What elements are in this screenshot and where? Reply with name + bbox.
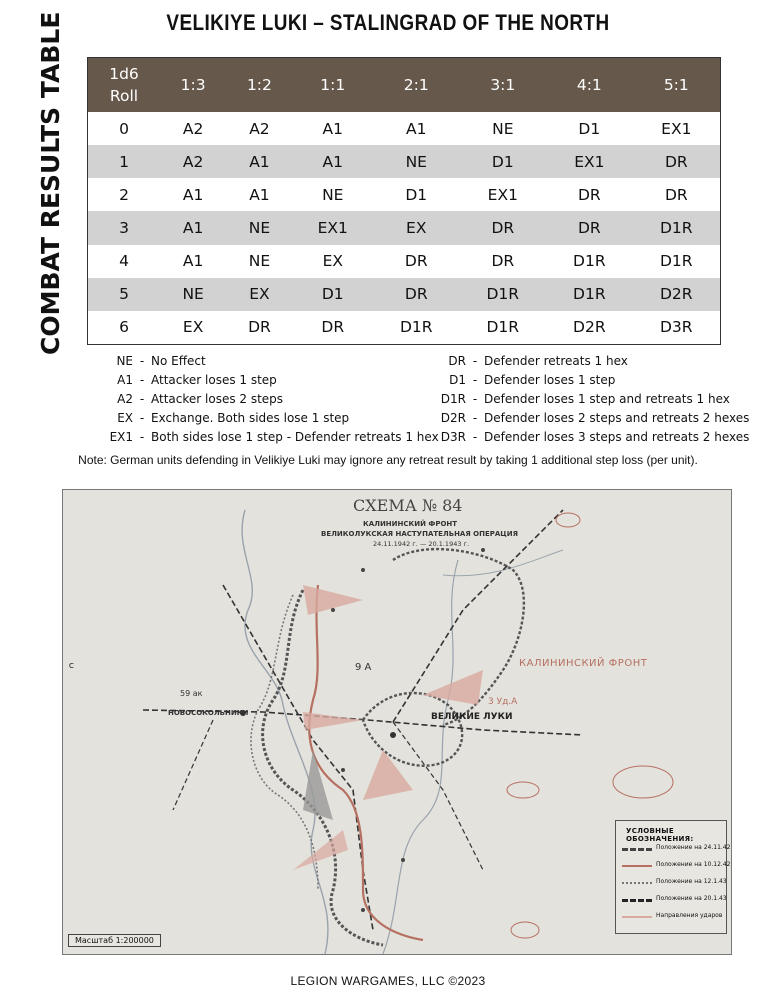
key-line-icon: [622, 865, 652, 867]
table-row: [88, 278, 721, 311]
result-cell: A2: [160, 145, 226, 178]
result-cell: D1R: [460, 311, 547, 345]
result-cell: EX: [293, 245, 373, 278]
river: [242, 510, 328, 954]
legend-code: D3R: [440, 430, 466, 444]
legend-code: NE: [116, 354, 133, 368]
roll-cell: 2: [88, 178, 161, 211]
legend-separator: -: [139, 354, 145, 368]
table-header-row: [88, 58, 721, 113]
unit-ellipse: [507, 782, 539, 798]
result-cell: D1R: [633, 245, 721, 278]
odds-header: 1:2: [226, 58, 292, 113]
odds-header: 1:1: [293, 58, 373, 113]
town-dot: [361, 908, 365, 912]
key-line-icon: [622, 882, 652, 884]
town-dot: [401, 858, 405, 862]
german-attack-arrow: [303, 750, 333, 820]
result-cell: NE: [226, 245, 292, 278]
river: [443, 550, 563, 576]
corps-59-label: 59 ак: [180, 689, 203, 698]
legend-code: D1R: [440, 392, 466, 406]
legend-code: EX1: [109, 430, 133, 444]
attack-arrow: [303, 712, 363, 730]
novosokolniki-label: НОВОСОКОЛЬНИКИ: [168, 709, 249, 717]
odds-header: 2:1: [373, 58, 460, 113]
legend-text: Defender retreats 1 hex: [484, 354, 628, 368]
roll-header-die: 1d6: [109, 65, 139, 83]
roll-header-roll: Roll: [109, 87, 139, 105]
legend-separator: -: [472, 354, 478, 368]
table-row: [88, 178, 721, 211]
result-cell: D1R: [546, 245, 633, 278]
table-row: [88, 211, 721, 244]
result-cell: DR: [460, 245, 547, 278]
result-cell: D1R: [546, 278, 633, 311]
roll-column-header: [88, 58, 161, 113]
result-cell: DR: [293, 311, 373, 345]
result-cell: EX1: [546, 145, 633, 178]
kalinin-front-label: КАЛИНИНСКИЙ ФРОНТ: [519, 658, 648, 669]
table-row: [88, 112, 721, 145]
legend-code: A2: [117, 392, 133, 406]
legend-entry: [85, 409, 439, 428]
result-cell: D3R: [633, 311, 721, 345]
legend-separator: -: [472, 411, 478, 425]
result-cell: EX: [160, 311, 226, 345]
map-key-item: Положение на 20.1.43: [656, 895, 727, 902]
legend-entry: [430, 390, 749, 409]
result-cell: A1: [160, 211, 226, 244]
result-cell: NE: [460, 112, 547, 145]
railway: [223, 585, 373, 930]
result-cell: EX1: [633, 112, 721, 145]
odds-header: 1:3: [160, 58, 226, 113]
table-body: [88, 112, 721, 345]
legend-separator: -: [472, 430, 478, 444]
roll-cell: 4: [88, 245, 161, 278]
legend-entry: [430, 371, 749, 390]
legend-code: DR: [448, 354, 466, 368]
result-cell: NE: [293, 178, 373, 211]
result-cell: NE: [226, 211, 292, 244]
result-cell: EX: [226, 278, 292, 311]
town-dot: [390, 732, 396, 738]
combat-results-table: [87, 57, 721, 345]
velikiye-luki-label: ВЕЛИКИЕ ЛУКИ: [431, 712, 513, 722]
result-cell: D1: [546, 112, 633, 145]
legend-text: Attacker loses 2 steps: [151, 392, 284, 406]
legend-text: Attacker loses 1 step: [151, 373, 277, 387]
roll-cell: 5: [88, 278, 161, 311]
odds-header: 3:1: [460, 58, 547, 113]
result-cell: D1R: [460, 278, 547, 311]
map-key-item: Положение на 24.11.42: [656, 844, 731, 851]
key-line-icon: [622, 899, 652, 902]
result-cell: A2: [226, 112, 292, 145]
result-cell: DR: [226, 311, 292, 345]
footer-copyright: LEGION WARGAMES, LLC ©2023: [290, 974, 486, 988]
odds-header: 4:1: [546, 58, 633, 113]
result-cell: A1: [226, 178, 292, 211]
result-cell: A2: [160, 112, 226, 145]
result-cell: A1: [226, 145, 292, 178]
german-units-note: Note: German units defending in Velikiye Luki may ignore any retreat result by taking 1 additional step loss (per unit).: [78, 453, 698, 467]
result-cell: D1R: [373, 311, 460, 345]
legend-entry: [85, 352, 439, 371]
roll-cell: 0: [88, 112, 161, 145]
legend-text: Defender loses 3 steps and retreats 2 hexes: [484, 430, 750, 444]
attack-arrow: [363, 750, 413, 800]
legend-code: A1: [117, 373, 133, 387]
page-title: VELIKIYE LUKI – STALINGRAD OF THE NORTH: [166, 10, 610, 35]
unit-ellipse: [511, 922, 539, 938]
front-line: [251, 595, 318, 890]
table-row: [88, 145, 721, 178]
map-subtitle-dates: 24.11.1942 г. — 20.1.1943 г.: [373, 540, 470, 548]
attack-arrow: [293, 830, 348, 870]
result-cell: D1R: [633, 211, 721, 244]
legend-separator: -: [139, 373, 145, 387]
combat-results-table-label: COMBAT RESULTS TABLE: [36, 11, 65, 355]
map-subtitle-front: КАЛИНИНСКИЙ ФРОНТ: [363, 520, 458, 528]
result-cell: DR: [546, 178, 633, 211]
legend-code: D1: [449, 373, 466, 387]
historical-map: [62, 489, 732, 955]
map-scale: Масштаб 1:200000: [68, 934, 161, 947]
legend-text: Both sides lose 1 step - Defender retreats 1 hex: [151, 430, 439, 444]
legend-entry: [430, 409, 749, 428]
result-cell: A1: [293, 145, 373, 178]
result-cell: EX1: [460, 178, 547, 211]
roll-cell: 1: [88, 145, 161, 178]
unit-ellipse: [613, 766, 673, 798]
legend-separator: -: [472, 373, 478, 387]
legend-left: [85, 352, 439, 447]
result-cell: DR: [633, 178, 721, 211]
result-cell: D2R: [546, 311, 633, 345]
town-dot: [331, 608, 335, 612]
key-line-icon: [622, 848, 652, 851]
legend-entry: [85, 371, 439, 390]
result-cell: DR: [373, 245, 460, 278]
legend-text: Exchange. Both sides lose 1 step: [151, 411, 350, 425]
result-cell: D2R: [633, 278, 721, 311]
result-cell: A1: [160, 178, 226, 211]
table-row: [88, 311, 721, 345]
legend-separator: -: [139, 430, 145, 444]
legend-separator: -: [472, 392, 478, 406]
legend-entry: [85, 390, 439, 409]
result-cell: D1: [460, 145, 547, 178]
result-cell: DR: [633, 145, 721, 178]
roll-cell: 3: [88, 211, 161, 244]
front-line: [263, 590, 383, 945]
result-cell: DR: [460, 211, 547, 244]
compass-north: С: [69, 662, 74, 670]
legend-code: D2R: [440, 411, 466, 425]
map-key: [615, 820, 731, 934]
legend-text: Defender loses 2 steps and retreats 2 hexes: [484, 411, 750, 425]
town-dot: [341, 768, 345, 772]
legend-entry: [430, 352, 749, 371]
encirclement-ring: [363, 693, 462, 766]
legend-code: EX: [117, 411, 133, 425]
legend-right: [430, 352, 749, 447]
result-cell: DR: [373, 278, 460, 311]
army-9a-label: 9 А: [355, 662, 372, 673]
result-cell: EX1: [293, 211, 373, 244]
roll-cell: 6: [88, 311, 161, 345]
result-cell: DR: [546, 211, 633, 244]
legend-text: Defender loses 1 step: [484, 373, 616, 387]
map-key-item: Положение на 10.12.42: [656, 861, 731, 868]
legend-text: Defender loses 1 step and retreats 1 hex: [484, 392, 730, 406]
legend-separator: -: [139, 392, 145, 406]
map-subtitle-operation: ВЕЛИКОЛУКСКАЯ НАСТУПАТЕЛЬНАЯ ОПЕРАЦИЯ: [321, 530, 519, 538]
town-dot: [481, 548, 485, 552]
result-cell: D1: [293, 278, 373, 311]
result-cell: A1: [373, 112, 460, 145]
unit-ellipse: [556, 513, 580, 527]
result-cell: A1: [293, 112, 373, 145]
map-key-item: Положение на 12.1.43: [656, 878, 727, 885]
legend-entry: [85, 428, 439, 447]
odds-header: 5:1: [633, 58, 721, 113]
legend-separator: -: [139, 411, 145, 425]
result-cell: D1: [373, 178, 460, 211]
railway: [173, 720, 213, 810]
front-line: [309, 585, 423, 940]
map-title: СХЕМА № 84: [353, 496, 463, 515]
table-row: [88, 245, 721, 278]
result-cell: EX: [373, 211, 460, 244]
attack-arrow: [423, 670, 483, 705]
result-cell: NE: [160, 278, 226, 311]
result-cell: NE: [373, 145, 460, 178]
map-key-title: УСЛОВНЫЕ ОБОЗНАЧЕНИЯ:: [626, 827, 694, 843]
legend-entry: [430, 428, 749, 447]
map-key-item: Направления ударов: [656, 912, 723, 919]
town-dot: [361, 568, 365, 572]
army-3ud-label: 3 Уд.А: [488, 697, 518, 707]
result-cell: A1: [160, 245, 226, 278]
legend-text: No Effect: [151, 354, 206, 368]
key-arrow-icon: [622, 916, 652, 918]
